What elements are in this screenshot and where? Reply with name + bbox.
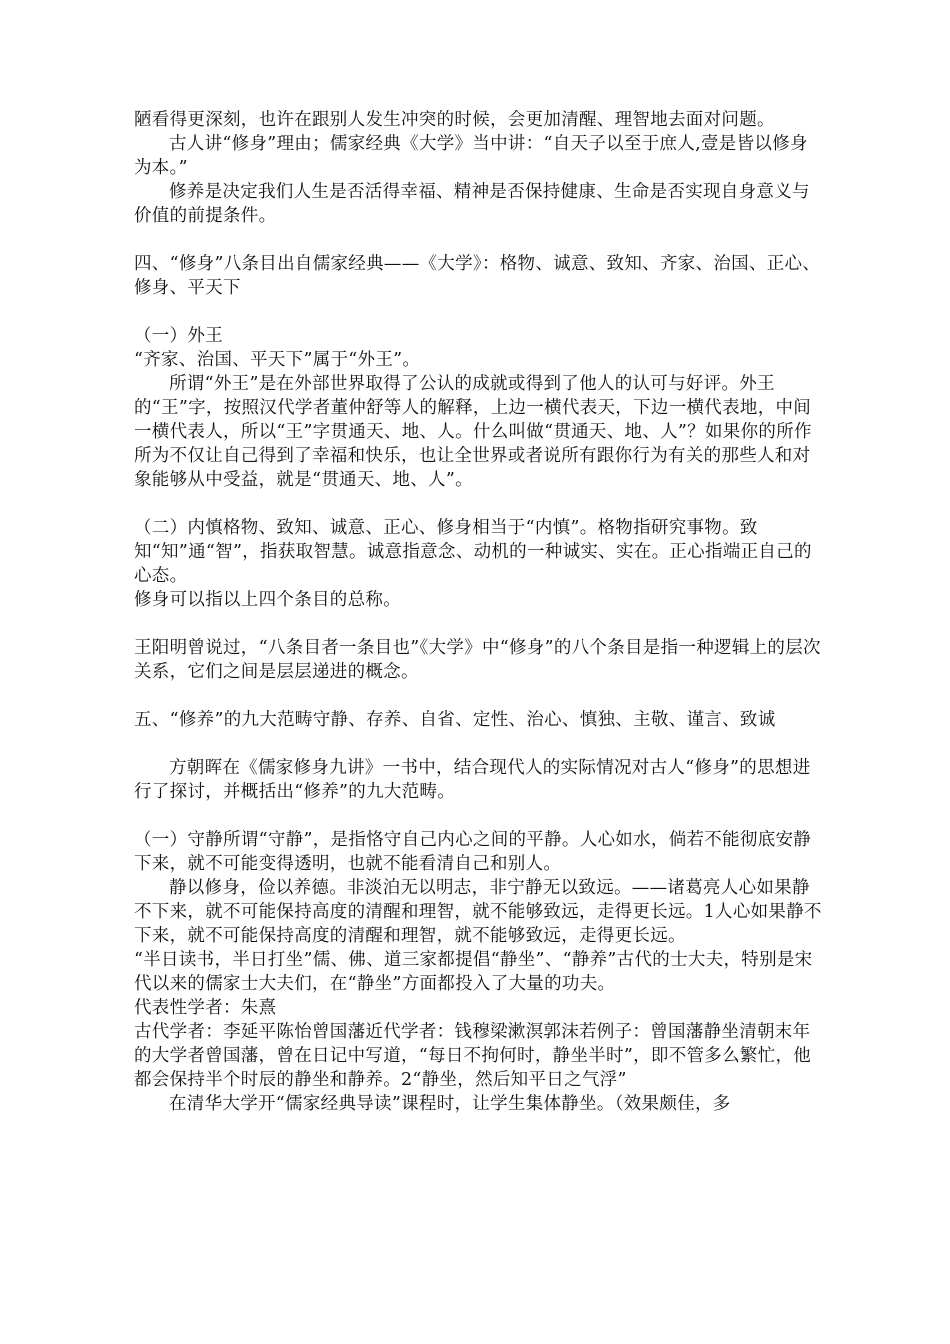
section-heading-5: 五、“修养”的九大范畴守静、存养、自省、定性、治心、慎独、主敬、谨言、致诚 <box>134 710 776 730</box>
paragraph-xiuyang-condition: 修养是决定我们人生是否活得幸福、精神是否保持健康、生命是否实现自身意义与价值的前提条件。 <box>134 182 810 226</box>
section-heading-4: 四、“修身”八条目出自儒家经典——《大学》：格物、诚意、致知、齐家、治国、正心、修身、平天下 <box>134 254 821 298</box>
paragraph-scholars: 古代学者：李延平陈怡曾国藩近代学者：钱穆梁漱溟郭沫若例子：曾国藩静坐清朝末年的大学者曾国藩，曾在日记中写道，“每日不拘何时，静坐半时”，即不管多么繁忙，他都会保持半个时辰的静坐和静养。2“静坐，然后知平日之气浮” <box>134 1022 812 1090</box>
paragraph-waiwang-items: “齐家、治国、平天下”属于“外王”。 <box>134 350 421 370</box>
document-body <box>134 108 824 1116</box>
paragraph-jingzuo: “半日读书，半日打坐”儒、佛、道三家都提倡“静坐”、“静养”古代的士大夫，特别是宋代以来的儒家士大夫们，在“静坐”方面都投入了大量的功夫。 <box>134 950 813 994</box>
paragraph-representative: 代表性学者：朱熹 <box>134 998 277 1018</box>
paragraph-tsinghua: 在清华大学开“儒家经典导读”课程时，让学生集体静坐。（效果颇佳，多 <box>169 1094 731 1114</box>
paragraph-xiushen-reason: 古人讲“修身”理由；儒家经典《大学》当中讲：“自天子以至于庶人,壹是皆以修身为本。” <box>134 134 808 178</box>
subheading-waiwang: （一）外王 <box>134 326 223 346</box>
paragraph-continuation: 陋看得更深刻，也许在跟别人发生冲突的时候，会更加清醒、理智地去面对问题。 <box>134 110 775 130</box>
paragraph-fangzhaohui: 方朝晖在《儒家修身九讲》一书中，结合现代人的实际情况对古人“修身”的思想进行了探讨，并概括出“修养”的九大范畴。 <box>134 758 811 802</box>
paragraph-xiushen-summary: 修身可以指以上四个条目的总称。 <box>134 590 401 610</box>
paragraph-wangyangming: 王阳明曾说过，“八条目者一条目也”《大学》中“修身”的八个条目是指一种逻辑上的层次关系，它们之间是层层递进的概念。 <box>134 638 821 682</box>
paragraph-neishen: （二）内慎格物、致知、诚意、正心、修身相当于“内慎”。格物指研究事物。致知“知”通“智”，指获取智慧。诚意指意念、动机的一种诚实、实在。正心指端正自己的心态。 <box>134 518 812 586</box>
paragraph-zhugeliang: 静以修身，俭以养德。非淡泊无以明志，非宁静无以致远。——诸葛亮人心如果静不下来，就不可能保持高度的清醒和理智，就不能够致远，走得更长远。1人心如果静不下来，就不可能保持高度的清醒和理智，就不能够致远，走得更长远。 <box>134 878 822 946</box>
paragraph-waiwang-explain: 所谓“外王”是在外部世界取得了公认的成就或得到了他人的认可与好评。外王的“王”字，按照汉代学者董仲舒等人的解释，上边一横代表天，下边一横代表地，中间一横代表人，所以“王”字贯通天、地、人。什么叫做“贯通天、地、人”？如果你的所作所为不仅让自己得到了幸福和快乐，也让全世界或者说所有跟你行为有关的那些人和对象能够从中受益，就是“贯通天、地、人”。 <box>134 374 812 490</box>
paragraph-shoujing: （一）守静所谓“守静”，是指恪守自己内心之间的平静。人心如水，倘若不能彻底安静下来，就不可能变得透明，也就不能看清自己和别人。 <box>134 830 812 874</box>
